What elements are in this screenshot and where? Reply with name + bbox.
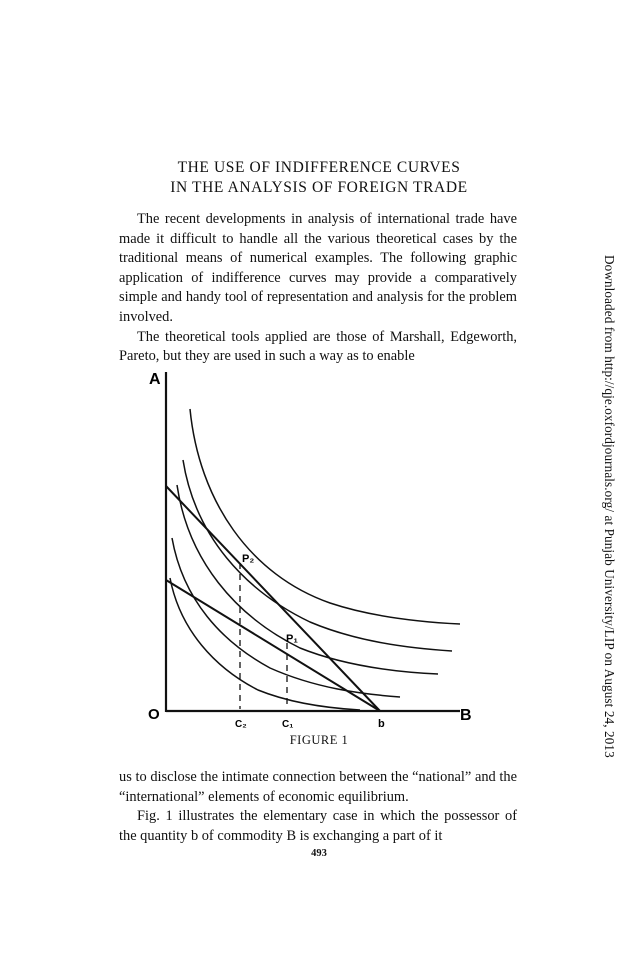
indifference-curve-5: [170, 578, 360, 710]
download-note: [601, 255, 617, 758]
tick-label-b: b: [378, 718, 385, 730]
continuation-text: [119, 768, 517, 846]
download-note-suffix: at Punjab University/LIP on August 24, 2013: [602, 512, 617, 758]
origin-label: O: [148, 706, 160, 723]
page-number: 493: [311, 848, 327, 859]
continuation-paragraph-1: us to disclose the intimate connection between the “national” and the “international” elements of economic equilibrium.: [119, 769, 517, 805]
indifference-curve-1: [190, 409, 460, 624]
intro-paragraph-2: The theoretical tools applied are those of Marshall, Edgeworth, Pareto, but they are used in such a way as to enable: [119, 328, 517, 365]
indifference-curve-2: [183, 460, 452, 651]
journal-link[interactable]: http://qje.oxfordjournals.org/: [602, 356, 617, 513]
figure-caption: FIGURE 1: [289, 733, 349, 747]
article-title-line-1: THE USE OF INDIFFERENCE CURVES: [177, 159, 461, 176]
point-label-p1: P₁: [286, 633, 298, 645]
continuation-paragraph-2: Fig. 1 illustrates the elementary case in which the possessor of the quantity b of commodity B is exchanging a part of it: [119, 808, 517, 844]
tick-label-c2: C₂: [235, 719, 247, 730]
tick-label-c1: C₁: [282, 719, 294, 730]
intro-paragraph-1: The recent developments in analysis of international trade have made it difficult to handle all the various theoretical cases by the traditional means of numerical examples. The following graphic application of indifference curves may provide a comparatively simple and handy tool of representation and analysis for the problem involved.: [119, 211, 517, 325]
point-label-p2: P₂: [242, 553, 255, 565]
article-title-line-2: IN THE ANALYSIS OF FOREIGN TRADE: [170, 179, 468, 196]
download-note-prefix: Downloaded from: [602, 255, 617, 357]
indifference-curve-4: [172, 538, 400, 697]
axis-label-a: A: [149, 371, 161, 388]
axis-label-b: B: [460, 707, 472, 724]
